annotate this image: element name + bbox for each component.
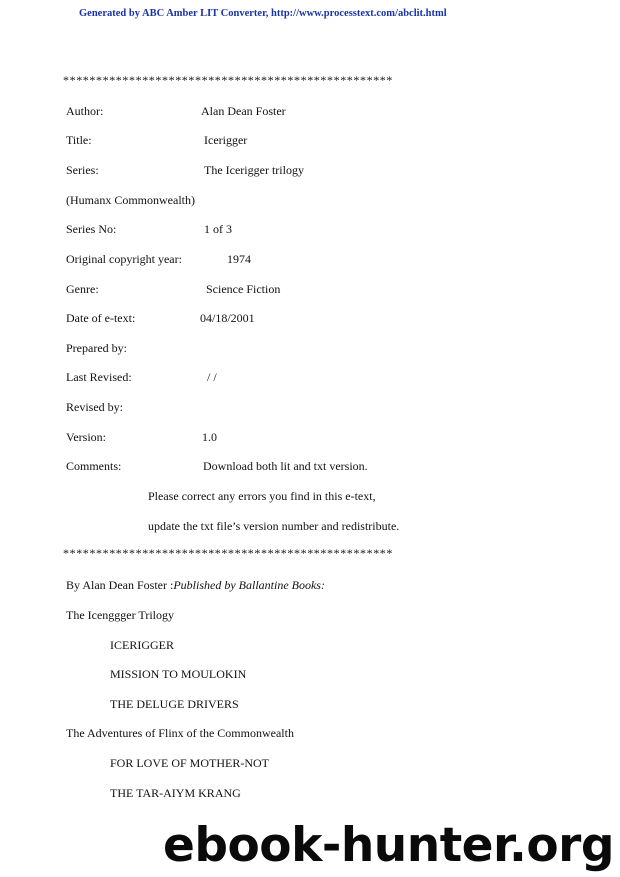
trilogy-item: ICERIGGER bbox=[110, 638, 174, 652]
author-label: Author: bbox=[66, 104, 104, 118]
watermark-text: ebook-hunter.org bbox=[162, 818, 614, 873]
comments-line-2: Please correct any errors you find in this e-text, bbox=[148, 489, 376, 503]
series-no-label: Series No: bbox=[66, 222, 117, 236]
copyright-label: Original copyright year: bbox=[66, 252, 182, 266]
genre-value: Science Fiction bbox=[206, 282, 281, 296]
trilogy-item: MISSION TO MOULOKIN bbox=[110, 667, 247, 681]
trilogy-title: The Icenggger Trilogy bbox=[66, 608, 174, 622]
flinx-title: The Adventures of Flinx of the Commonwealth bbox=[66, 726, 294, 740]
last-revised-label: Last Revised: bbox=[66, 370, 132, 384]
title-label: Title: bbox=[66, 133, 92, 147]
series-label: Series: bbox=[66, 163, 99, 177]
copyright-value: 1974 bbox=[227, 252, 251, 266]
author-value: Alan Dean Foster bbox=[201, 104, 286, 118]
revised-by-label: Revised by: bbox=[66, 400, 123, 414]
publisher-prefix: By Alan Dean Foster : bbox=[66, 578, 174, 592]
publisher-name: Published by Ballantine Books: bbox=[173, 578, 325, 592]
date-label: Date of e-text: bbox=[66, 311, 136, 325]
separator-stars-bottom: ************************************************** bbox=[63, 546, 393, 560]
flinx-item: FOR LOVE OF MOTHER-NOT bbox=[110, 756, 269, 770]
version-label: Version: bbox=[66, 430, 106, 444]
series-extra: (Humanx Commonwealth) bbox=[66, 193, 195, 207]
trilogy-item: THE DELUGE DRIVERS bbox=[110, 697, 239, 711]
series-value: The Icerigger trilogy bbox=[204, 163, 304, 177]
date-value: 04/18/2001 bbox=[200, 311, 255, 325]
comments-label: Comments: bbox=[66, 459, 122, 473]
last-revised-value: / / bbox=[207, 370, 217, 384]
genre-label: Genre: bbox=[66, 282, 99, 296]
comments-line-1: Download both lit and txt version. bbox=[203, 459, 368, 473]
series-no-value: 1 of 3 bbox=[204, 222, 232, 236]
prepared-label: Prepared by: bbox=[66, 341, 127, 355]
title-value: Icerigger bbox=[204, 133, 248, 147]
version-value: 1.0 bbox=[202, 430, 217, 444]
converter-header-link[interactable]: Generated by ABC Amber LIT Converter, http://www.processtext.com/abclit.html bbox=[79, 8, 447, 19]
comments-line-3: update the txt file’s version number and redistribute. bbox=[148, 519, 400, 533]
flinx-item: THE TAR-AIYM KRANG bbox=[110, 786, 241, 800]
separator-stars-top: ************************************************** bbox=[63, 73, 393, 87]
publisher-line bbox=[66, 578, 325, 593]
